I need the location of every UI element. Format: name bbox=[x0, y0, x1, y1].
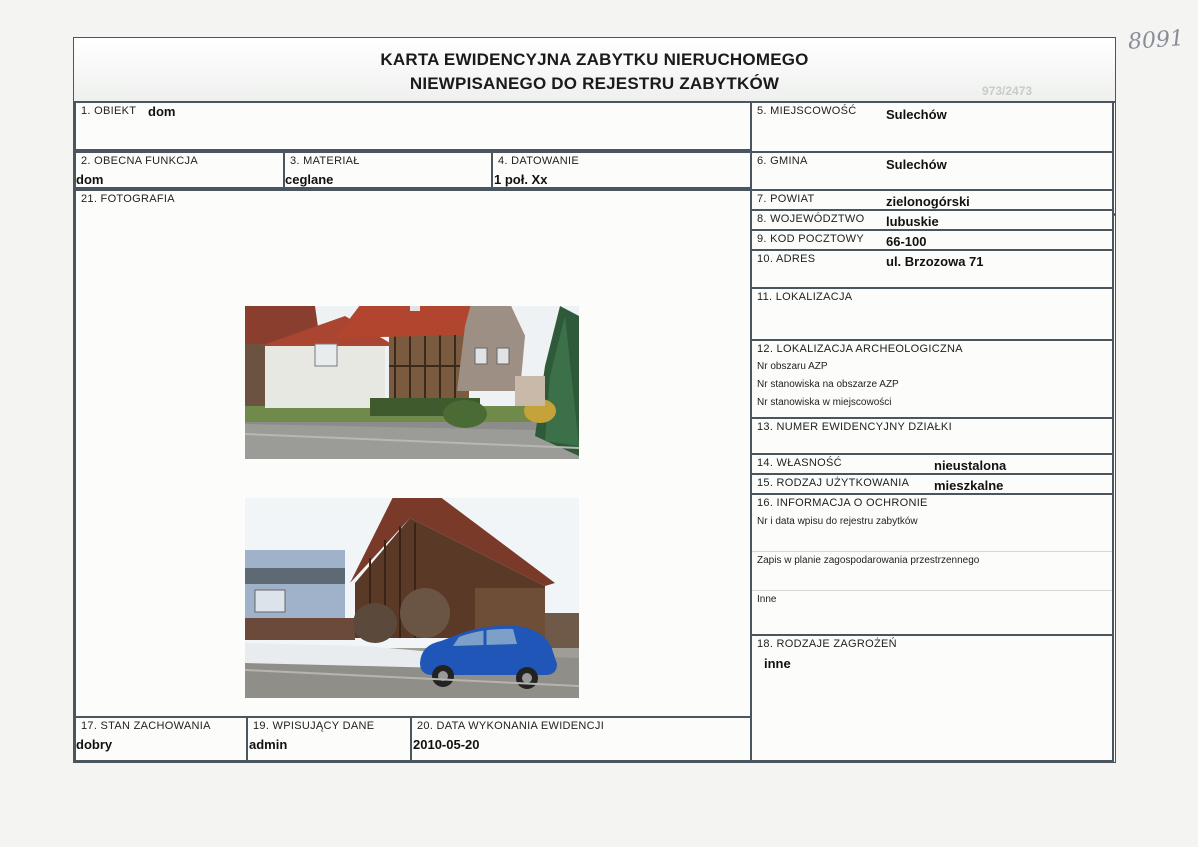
field-ownership bbox=[750, 453, 1114, 475]
field-object-value: dom bbox=[148, 104, 176, 119]
field-locality bbox=[750, 101, 1114, 153]
field-postal-code bbox=[750, 229, 1114, 251]
faint-reference-number: 973/2473 bbox=[982, 84, 1033, 98]
field-district-value: zielonogórski bbox=[886, 194, 970, 209]
register-entry-line: Nr i data wpisu do rejestru zabytków bbox=[757, 516, 918, 527]
field-district bbox=[750, 189, 1114, 211]
field-photograph-label: 21. FOTOGRAFIA bbox=[81, 193, 175, 205]
field-record-date-label: 20. DATA WYKONANIA EWIDENCJI bbox=[417, 720, 605, 732]
handwritten-annotation: 8091 bbox=[1127, 26, 1185, 55]
field-postal-code-label: 9. KOD POCZTOWY bbox=[757, 233, 864, 245]
divider bbox=[752, 590, 1112, 591]
field-voivodeship-label: 8. WOJEWÓDZTWO bbox=[757, 213, 865, 225]
field-current-function bbox=[74, 151, 285, 189]
record-card bbox=[73, 37, 1116, 763]
field-voivodeship bbox=[750, 209, 1114, 231]
field-locality-label: 5. MIEJSCOWOŚĆ bbox=[757, 105, 857, 117]
town-site-number: Nr stanowiska w miejscowości bbox=[757, 397, 892, 408]
field-dating-value: 1 poł. Xx bbox=[494, 172, 548, 187]
field-object bbox=[74, 101, 752, 151]
card-title-line1: KARTA EWIDENCYJNA ZABYTKU NIERUCHOMEGO bbox=[380, 50, 809, 69]
field-protection-info-label: 16. INFORMACJA O OCHRONIE bbox=[757, 497, 928, 509]
field-usage-type bbox=[750, 473, 1114, 495]
field-archaeological-location-label: 12. LOKALIZACJA ARCHEOLOGICZNA bbox=[757, 343, 963, 355]
field-ownership-label: 14. WŁASNOŚĆ bbox=[757, 457, 842, 469]
house-photo bbox=[245, 306, 579, 459]
azp-site-number: Nr stanowiska na obszarze AZP bbox=[757, 379, 899, 390]
field-commune-label: 6. GMINA bbox=[757, 155, 808, 167]
field-record-date bbox=[410, 716, 752, 762]
field-material-label: 3. MATERIAŁ bbox=[290, 155, 360, 167]
field-protection-info bbox=[750, 493, 1114, 636]
field-locality-value: Sulechów bbox=[886, 107, 947, 122]
field-material-value: ceglane bbox=[285, 172, 334, 187]
divider bbox=[752, 551, 1112, 552]
field-condition bbox=[74, 716, 248, 762]
field-threats bbox=[750, 634, 1114, 762]
field-record-date-value: 2010-05-20 bbox=[413, 737, 480, 752]
card-header bbox=[74, 38, 1115, 103]
field-entered-by-label: 19. WPISUJĄCY DANE bbox=[253, 720, 375, 732]
field-current-function-label: 2. OBECNA FUNKCJA bbox=[81, 155, 198, 167]
field-usage-type-value: mieszkalne bbox=[934, 478, 1004, 493]
card-title-line2: NIEWPISANEGO DO REJESTRU ZABYTKÓW bbox=[409, 74, 780, 93]
field-object-label: 1. OBIEKT bbox=[81, 105, 137, 117]
other-line: Inne bbox=[757, 594, 777, 605]
field-postal-code-value: 66-100 bbox=[886, 234, 927, 249]
field-dating-label: 4. DATOWANIE bbox=[498, 155, 580, 167]
field-threats-value: inne bbox=[764, 656, 791, 671]
field-condition-value: dobry bbox=[76, 737, 113, 752]
field-commune bbox=[750, 151, 1114, 191]
azp-area-number: Nr obszaru AZP bbox=[757, 361, 828, 372]
field-photograph bbox=[74, 189, 752, 718]
field-commune-value: Sulechów bbox=[886, 157, 947, 172]
field-usage-type-label: 15. RODZAJ UŻYTKOWANIA bbox=[757, 477, 910, 489]
field-entered-by-value: admin bbox=[249, 737, 288, 752]
field-entered-by bbox=[246, 716, 412, 762]
field-material bbox=[283, 151, 493, 189]
field-voivodeship-value: lubuskie bbox=[886, 214, 939, 229]
field-threats-label: 18. RODZAJE ZAGROŻEŃ bbox=[757, 638, 897, 650]
field-address-label: 10. ADRES bbox=[757, 253, 816, 265]
field-condition-label: 17. STAN ZACHOWANIA bbox=[81, 720, 211, 732]
spatial-plan-line: Zapis w planie zagospodarowania przestrzennego bbox=[757, 555, 980, 566]
field-location bbox=[750, 287, 1114, 341]
field-current-function-value: dom bbox=[76, 172, 104, 187]
field-address-value: ul. Brzozowa 71 bbox=[886, 254, 984, 269]
field-parcel-number-label: 13. NUMER EWIDENCYJNY DZIAŁKI bbox=[757, 421, 952, 433]
field-address bbox=[750, 249, 1114, 289]
field-archaeological-location bbox=[750, 339, 1114, 419]
barn-photo bbox=[245, 498, 579, 698]
field-location-label: 11. LOKALIZACJA bbox=[757, 291, 853, 303]
field-ownership-value: nieustalona bbox=[934, 458, 1007, 473]
field-parcel-number bbox=[750, 417, 1114, 455]
field-district-label: 7. POWIAT bbox=[757, 193, 815, 205]
field-dating bbox=[491, 151, 752, 189]
